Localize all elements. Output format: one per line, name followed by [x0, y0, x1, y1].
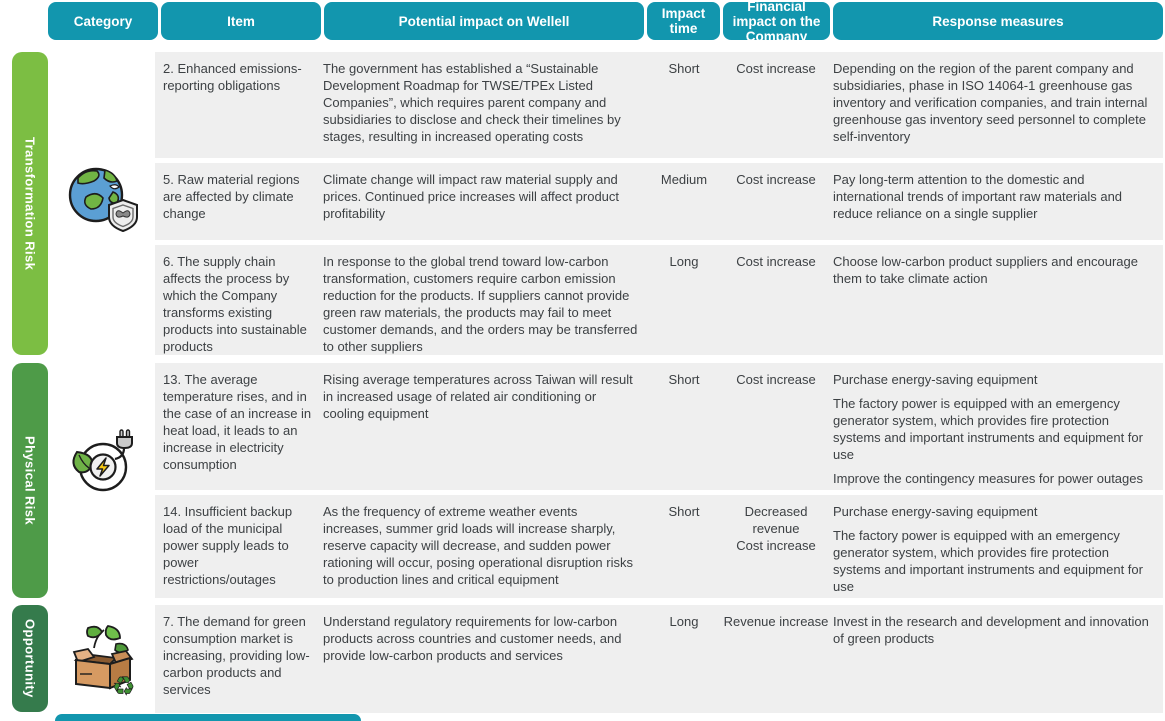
- financial-line: Cost increase: [736, 61, 816, 76]
- item-cell: 5. Raw material regions are affected by climate change: [163, 172, 300, 221]
- group-label-text: Physical Risk: [22, 435, 38, 526]
- table-row: [155, 163, 1163, 240]
- financial-line: Cost increase: [736, 372, 816, 387]
- response-cell: [833, 171, 1157, 222]
- impact-time-cell: Short: [668, 61, 700, 76]
- impact-time-cell: Short: [668, 372, 700, 387]
- column-header-item: Item: [161, 2, 321, 40]
- item-cell: 7. The demand for green consumption market is increasing, providing low-carbon products and services: [163, 614, 310, 697]
- column-header-potential-impact: Potential impact on Wellell: [324, 2, 644, 40]
- item-cell: 2. Enhanced emissions-reporting obligations: [163, 61, 302, 93]
- financial-impact-cell: [721, 253, 831, 270]
- financial-impact-cell: [721, 60, 831, 77]
- potential-impact-cell: The government has established a “Sustainable Development Roadmap for TWSE/TPEx Listed Companies”, which requires parent company and subsidiaries to disclose and check their timelines by stages, resulting in increased operating costs: [323, 61, 621, 144]
- next-section-header-partial: [55, 714, 361, 721]
- potential-impact-cell: Understand regulatory requirements for low-carbon products across countries and customer needs, and provide low-carbon products and services: [323, 614, 622, 663]
- financial-impact-cell: [721, 371, 831, 388]
- column-header-financial-impact: Financial impact on the Company: [723, 2, 830, 40]
- svg-text:♻: ♻: [112, 672, 136, 696]
- impact-time-cell: Long: [669, 614, 699, 629]
- table-row: [155, 52, 1163, 158]
- response-cell: [833, 371, 1157, 487]
- group-label-text: Opportunity: [22, 619, 38, 698]
- potential-impact-cell: Climate change will impact raw material supply and prices. Continued price increases will affect product profitability: [323, 172, 620, 221]
- table-row: [155, 363, 1163, 490]
- item-cell: 13. The average temperature rises, and in the case of an increase in heat load, it leads to an increase in electricity consumption: [163, 372, 312, 472]
- table-row: [155, 495, 1163, 598]
- response-paragraph: Depending on the region of the parent company and subsidiaries, phase in ISO 14064-1 greenhouse gas inventory and verification companies, and train internal greenhouse gas inventory seed personnel to complete self-inventory: [833, 61, 1148, 144]
- column-header-category: Category: [48, 2, 158, 40]
- financial-line: Revenue increase: [723, 614, 829, 629]
- response-paragraph: Purchase energy-saving equipment: [833, 504, 1038, 519]
- response-cell: [833, 613, 1157, 647]
- potential-impact-cell: Rising average temperatures across Taiwan will result in increased usage of related air conditioning or cooling equipment: [323, 372, 633, 421]
- impact-time-cell: Short: [668, 504, 700, 519]
- table-row: [155, 245, 1163, 355]
- response-paragraph: Improve the contingency measures for power outages: [833, 471, 1144, 486]
- response-paragraph: Purchase energy-saving equipment: [833, 372, 1038, 387]
- response-paragraph: The factory power is equipped with an emergency generator system, which provides fire protection systems and important instruments and equipment for use: [833, 396, 1143, 462]
- potential-impact-cell: In response to the global trend toward low-carbon transformation, customers require carbon emission reduction for the products. If suppliers cannot provide green raw materials, the products may fail to meet customer demands, and the orders may be transferred to other suppliers: [323, 254, 638, 354]
- response-cell: [833, 60, 1157, 145]
- financial-impact-cell: [721, 503, 831, 554]
- column-header-impact-time: Impact time: [647, 2, 720, 40]
- column-header-response-measures: Response measures: [833, 2, 1163, 40]
- globe-shield-icon: [66, 164, 140, 234]
- group-label-text: Transformation Risk: [22, 136, 38, 271]
- response-paragraph: Invest in the research and development and innovation of green products: [833, 614, 1149, 646]
- response-cell: [833, 253, 1157, 287]
- impact-time-cell: Long: [669, 254, 699, 269]
- potential-impact-cell: As the frequency of extreme weather events increases, summer grid loads will increase sharply, reserve capacity will decrease, and sudden power rationing will occur, posing operational disruption risks to production lines and critical equipment: [323, 504, 633, 587]
- green-package-icon: [64, 622, 142, 696]
- financial-line: Cost increase: [736, 254, 816, 269]
- response-paragraph: Pay long-term attention to the domestic and international trends of important raw materials and reduce reliance on a single supplier: [833, 172, 1123, 221]
- table-row: [155, 605, 1163, 713]
- group-label-opportunity: [12, 605, 48, 712]
- financial-line: Decreased revenue: [744, 504, 808, 536]
- response-cell: [833, 503, 1157, 619]
- financial-impact-cell: [721, 613, 831, 630]
- financial-impact-cell: [721, 171, 831, 188]
- item-cell: 6. The supply chain affects the process by which the Company transforms existing products into sustainable products: [163, 254, 307, 354]
- financial-line: Cost increase: [736, 538, 816, 553]
- response-paragraph: The factory power is equipped with an emergency generator system, which provides fire protection systems and important instruments and equipment for use: [833, 528, 1143, 594]
- energy-plug-icon: [67, 424, 139, 496]
- impact-time-cell: Medium: [660, 172, 708, 187]
- financial-line: Cost increase: [736, 172, 816, 187]
- group-label-physical-risk: [12, 363, 48, 598]
- group-label-transformation-risk: [12, 52, 48, 355]
- response-paragraph: Choose low-carbon product suppliers and encourage them to take climate action: [833, 254, 1138, 286]
- item-cell: 14. Insufficient backup load of the municipal power supply leads to power restrictions/outages: [163, 504, 293, 587]
